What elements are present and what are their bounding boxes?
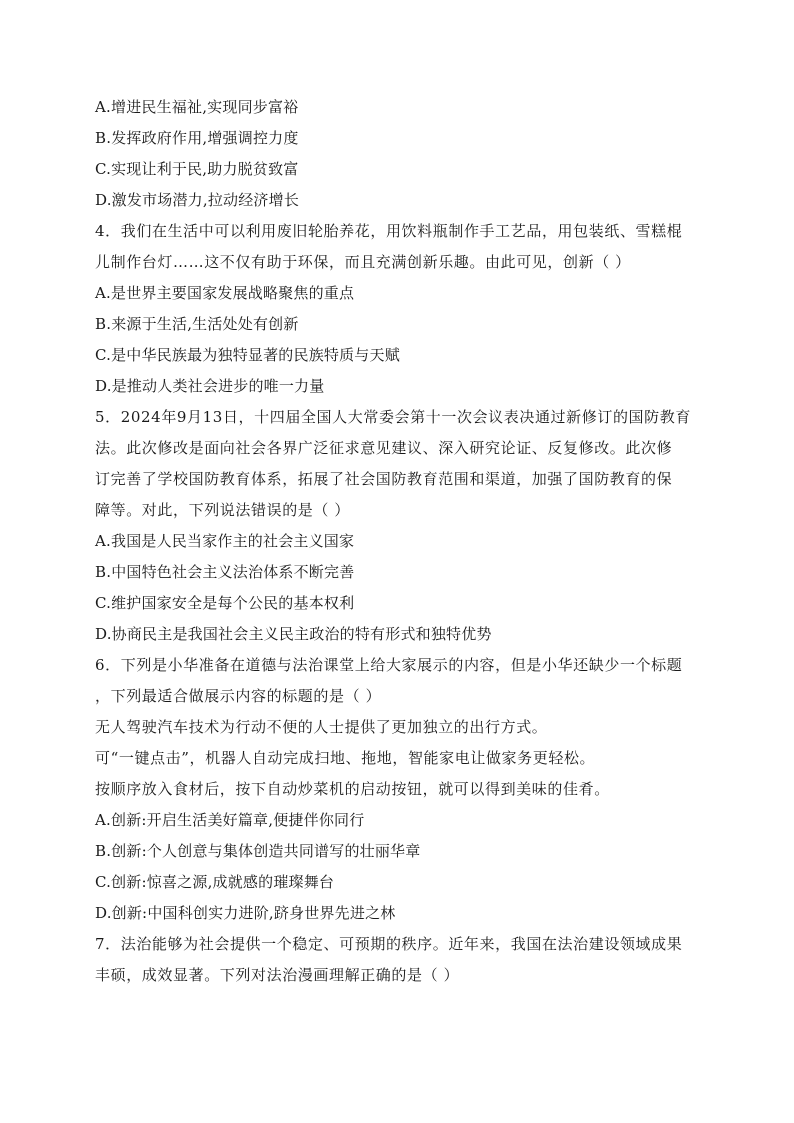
q5-option-c: C.维护国家安全是每个公民的基本权利 (95, 594, 355, 612)
q7-stem-line: 7．法治能够为社会提供一个稳定、可预期的秩序。近年来，我国在法治建设领域成果 (95, 935, 683, 953)
question-7 (95, 929, 705, 991)
q4-option-d: D.是推动人类社会进步的唯一力量 (95, 377, 325, 395)
q3-option-b: B.发挥政府作用,增强调控力度 (95, 129, 299, 147)
q5-stem-line: 障等。对此，下列说法错误的是（ ） (95, 501, 350, 519)
q3-option-c: C.实现让利于民,助力脱贫致富 (95, 160, 299, 178)
q6-option-a: A.创新:开启生活美好篇章,便捷伴你同行 (95, 811, 365, 829)
q5-option-d: D.协商民主是我国社会主义民主政治的特有形式和独特优势 (95, 625, 492, 643)
q6-stem-line: ，下列最适合做展示内容的标题的是（ ） (95, 687, 382, 705)
q6-material-line: 可“一键点击”，机器人自动完成扫地、拖地，智能家电让做家务更轻松。 (95, 749, 596, 767)
question-5 (95, 402, 705, 650)
q5-option-b: B.中国特色社会主义法治体系不断完善 (95, 563, 355, 581)
q4-stem-line: 4．我们在生活中可以利用废旧轮胎养花，用饮料瓶制作手工艺品，用包装纸、雪糕棍 (95, 222, 683, 240)
q6-material-line: 无人驾驶汽车技术为行动不便的人士提供了更加独立的出行方式。 (95, 718, 548, 736)
q5-stem-line: 订完善了学校国防教育体系，拓展了社会国防教育范围和渠道，加强了国防教育的保 (95, 470, 673, 488)
q7-stem-line: 丰硕，成效显著。下列对法治漫画理解正确的是（ ） (95, 966, 460, 984)
q5-stem-line: 5．2024年9月13日，十四届全国人大常委会第十一次会议表决通过新修订的国防教育 (95, 408, 691, 426)
q5-option-a: A.我国是人民当家作主的社会主义国家 (95, 532, 355, 550)
question-6 (95, 650, 705, 929)
q3-option-a: A.增进民生福祉,实现同步富裕 (95, 98, 299, 116)
q3-option-d: D.激发市场潜力,拉动经济增长 (95, 191, 300, 209)
q6-option-c: C.创新:惊喜之源,成就感的璀璨舞台 (95, 873, 335, 891)
q6-material-line: 按顺序放入食材后，按下自动炒菜机的启动按钮，就可以得到美味的佳肴。 (95, 780, 610, 798)
q4-option-c: C.是中华民族最为独特显著的民族特质与天赋 (95, 346, 400, 364)
q4-stem-line: 儿制作台灯……这不仅有助于环保，而且充满创新乐趣。由此可见，创新（ ） (95, 253, 631, 271)
q5-stem-line: 法。此次修改是面向社会各界广泛征求意见建议、深入研究论证、反复修改。此次修 (95, 439, 673, 457)
q6-option-d: D.创新:中国科创实力进阶,跻身世界先进之林 (95, 904, 396, 922)
q4-option-b: B.来源于生活,生活处处有创新 (95, 315, 299, 333)
q4-option-a: A.是世界主要国家发展战略聚焦的重点 (95, 284, 355, 302)
question-4 (95, 216, 705, 402)
q6-stem-line: 6．下列是小华准备在道德与法治课堂上给大家展示的内容，但是小华还缺少一个标题 (95, 656, 683, 674)
exam-page (95, 92, 705, 991)
q6-option-b: B.创新:个人创意与集体创造共同谱写的壮丽华章 (95, 842, 421, 860)
question-3-options (95, 92, 705, 216)
